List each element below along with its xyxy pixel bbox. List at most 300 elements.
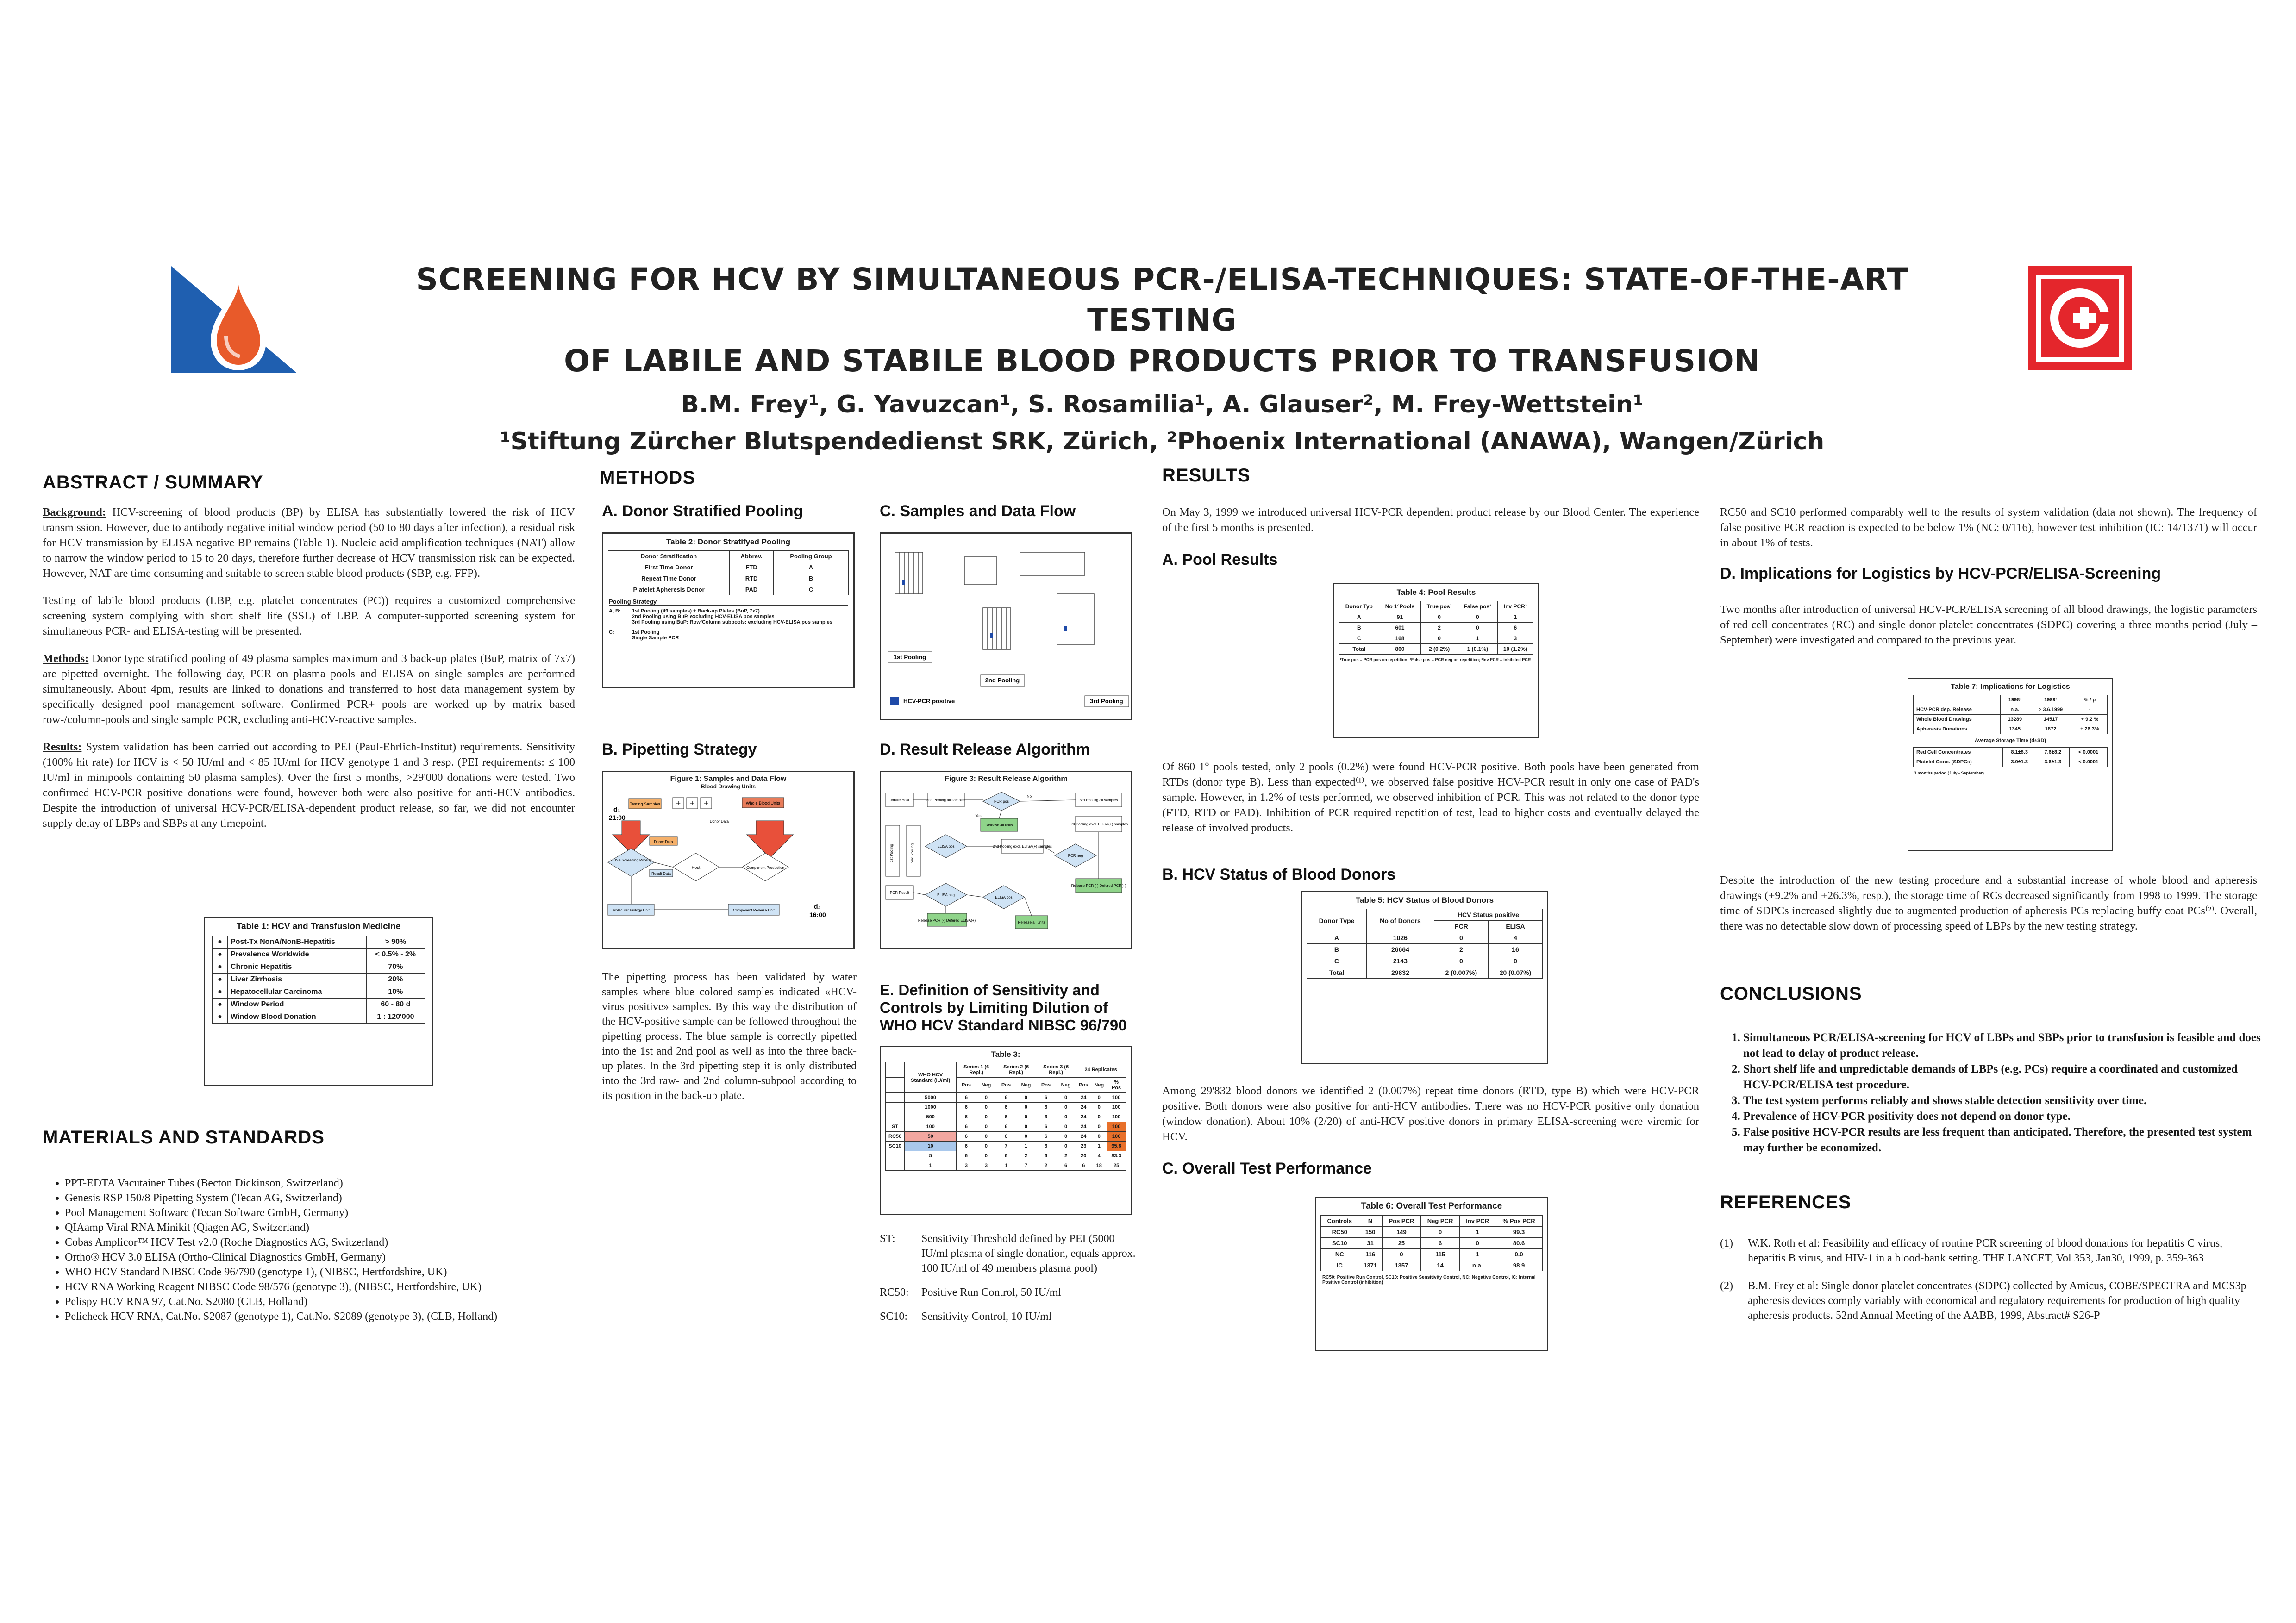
reference-item (1720, 1236, 2257, 1266)
t3-subheader: Pos (996, 1078, 1016, 1093)
results-intro: On May 3, 1999 we introduced universal HCV-PCR dependent product release by our Blood Center. The experience of the first 5 months is presented. (1162, 506, 1699, 534)
t3-cell: 6 (1036, 1122, 1056, 1132)
table-6-title: Table 6: Overall Test Performance (1361, 1201, 1502, 1211)
title-line-2: OF LABILE AND STABILE BLOOD PRODUCTS PRIOR TO TRANSFUSION (563, 343, 1761, 379)
t3-cell: 100 (1107, 1093, 1126, 1103)
t3-cell: 0 (1016, 1112, 1036, 1122)
t6-cell: 149 (1382, 1227, 1420, 1238)
fig3-node-5: ELISA pos (937, 844, 955, 849)
legend-text: Sensitivity Control, 10 IU/ml (921, 1311, 1052, 1323)
table-3-grid (885, 1062, 1126, 1171)
right-d-text: Two months after introduction of universal HCV-PCR/ELISA screening of all blood drawings, the logistic parameters of red cell concentrates (RC) and single donor platelet concentrates (SDPC) covering a three months period (July – September) were investigated and compared to the previous year. (1720, 603, 2257, 646)
table-7-row (1914, 724, 2108, 734)
t6-cell: NC (1321, 1249, 1358, 1260)
methods-c-title: C. Samples and Data Flow (880, 502, 1076, 520)
t3-cell: 0 (1016, 1132, 1036, 1142)
strategy-ab-label: A, B: (609, 608, 621, 614)
t3-cell: 7 (996, 1142, 1016, 1151)
legend-key: ST: (880, 1233, 895, 1245)
pooling-strategy-label: Pooling Strategy (609, 598, 848, 606)
t2-cell: RTD (730, 573, 774, 584)
table-1-row (213, 936, 425, 949)
t3-cell: 500 (905, 1112, 957, 1122)
t5-cell: 2143 (1366, 955, 1434, 967)
t2-cell: Repeat Time Donor (608, 573, 730, 584)
table-5 (1301, 891, 1548, 1064)
fig3-node-9: 2nd Pooling (910, 843, 914, 863)
t3-cell: 24 (1076, 1103, 1091, 1112)
legend-key: SC10: (880, 1311, 908, 1323)
t3-cell: 0 (1056, 1103, 1076, 1112)
table-5-title: Table 5: HCV Status of Blood Donors (1355, 896, 1494, 905)
t7-cell: 13289 (2001, 715, 2029, 724)
reference-number: (1) (1720, 1237, 1733, 1249)
t3-cell: 6 (957, 1132, 976, 1142)
t3-subheader: Neg (1056, 1078, 1076, 1093)
fig1-node-7: Component Production (746, 866, 784, 870)
t3-cell: 6 (1056, 1161, 1076, 1171)
table-4-row (1339, 612, 1533, 623)
t3-cell: 18 (1091, 1161, 1107, 1171)
t4-cell: 0 (1458, 623, 1497, 633)
t4-cell: 2 (0.2%) (1421, 644, 1458, 655)
strategy-ab-list (632, 608, 832, 625)
t5-cell: Total (1307, 967, 1367, 979)
samples-diagram (881, 534, 1131, 719)
t3-cell: 1 (1091, 1142, 1107, 1151)
t4-cell: 0 (1421, 633, 1458, 644)
table-7-title: Table 7: Implications for Logistics (1951, 683, 2070, 691)
t2-cell: C (773, 584, 848, 595)
t3-header: WHO HCV Standard (IU/ml) (905, 1062, 957, 1093)
red-cross-plus-logo-icon (2028, 266, 2132, 370)
table-1-label: Chronic Hepatitis (228, 961, 367, 974)
references-heading: REFERENCES (1720, 1192, 1852, 1212)
fig3-node-15: Release PCR (-) Defered PCR(+) (1071, 884, 1126, 888)
t3-cell: 1 (905, 1161, 957, 1171)
t3-subheader: Pos (957, 1078, 976, 1093)
material-item: • PPT-EDTA Vacutainer Tubes (Becton Dickinson, Switzerland) (65, 1176, 602, 1191)
t4-cell: 1 (1497, 612, 1533, 623)
fig3-no: No (1026, 794, 1032, 799)
table-3-row (886, 1112, 1126, 1122)
t3-cell: 24 (1076, 1093, 1091, 1103)
material-item: • Genesis RSP 150/8 Pipetting System (Tecan AG, Switzerland) (65, 1191, 602, 1205)
t4-cell: Total (1339, 644, 1379, 655)
fig3-node-10: PCR Result (890, 891, 909, 895)
table-6 (1315, 1197, 1548, 1351)
authors: B.M. Frey¹, G. Yavuzcan¹, S. Rosamilia¹, A. Glauser², M. Frey-Wettstein¹ (681, 391, 1644, 418)
t3-cell: 2 (1016, 1151, 1036, 1161)
table-1-value: 10% (366, 986, 425, 999)
t6-header: N (1358, 1216, 1382, 1227)
figure-1-title: Figure 1: Samples and Data Flow (670, 775, 787, 783)
t7-header: 1998³ (2001, 695, 2029, 705)
legend-key: RC50: (880, 1286, 909, 1298)
fig3-node-2: PCR pos (994, 799, 1009, 804)
t3-corner (886, 1062, 905, 1078)
t7-header: % / p (2072, 695, 2107, 705)
fig3-node-1: 2nd Pooling all samples (926, 798, 966, 802)
t7-cell: 1872 (2029, 724, 2072, 734)
table-3-row (886, 1151, 1126, 1161)
t3-cell: 0 (1091, 1122, 1107, 1132)
strategy-c-list (632, 630, 679, 641)
t6-cell: 6 (1421, 1238, 1460, 1249)
t3-cell: 95.8 (1107, 1142, 1126, 1151)
t3-cell: 25 (1107, 1161, 1126, 1171)
table-1-label: Window Period (228, 999, 367, 1011)
t6-cell: SC10 (1321, 1238, 1358, 1249)
fig3-yes: Yes (975, 814, 982, 818)
t3-cell: 100 (1107, 1112, 1126, 1122)
t6-cell: 80.6 (1495, 1238, 1543, 1249)
fig1-node-2: Donor Data (654, 840, 673, 844)
t3-cell: 0 (1091, 1103, 1107, 1112)
table-1-label: Window Blood Donation (228, 1011, 367, 1024)
table-1-row (213, 974, 425, 986)
samples-label-1st: 1st Pooling (893, 654, 926, 661)
t3-cell: 100 (1107, 1132, 1126, 1142)
t6-cell: 0 (1421, 1227, 1460, 1238)
t7-cell: 1345 (2001, 724, 2029, 734)
t3-cell: 0 (1056, 1132, 1076, 1142)
table-4-row (1339, 644, 1533, 655)
conclusion-item: 1. Simultaneous PCR/ELISA-screening for HCV of LBPs and SBPs prior to transfusion is feasible and does not lead to delay of product release. (1743, 1030, 2262, 1061)
table-4-row (1339, 633, 1533, 644)
reference-text: B.M. Frey et al: Single donor platelet concentrates (SDPC) collected by Amicus, COBE/SPECTRA and MCS3p apheresis devices comply variably with economical and regulatory requirements for production of high quality apheresis products. 52nd Annual Meeting of the AABB, 1999, Abstract# S26-P (1748, 1280, 2246, 1322)
t4-cell: 2 (1421, 623, 1458, 633)
reference-number: (2) (1720, 1280, 1733, 1292)
t4-cell: 860 (1379, 644, 1421, 655)
t6-cell: 1357 (1382, 1260, 1420, 1271)
material-item: • Ortho® HCV 3.0 ELISA (Ortho-Clinical Diagnostics GmbH, Germany) (65, 1250, 602, 1265)
table-2-grid (608, 550, 849, 595)
t5-h0: Donor Type (1307, 909, 1367, 932)
fig3-node-14: Release all units (1018, 920, 1045, 924)
table-7-row-2 (1914, 757, 2108, 767)
table-6-row (1321, 1227, 1543, 1238)
t3-cell: 24 (1076, 1112, 1091, 1122)
table-7-subheading: Average Storage Time (d±SD) (1975, 738, 2046, 743)
table-1-label: Hepatocellular Carcinoma (228, 986, 367, 999)
t5-cell: 2 (0.007%) (1434, 967, 1488, 979)
samples-label-3rd: 3rd Pooling (1090, 698, 1123, 705)
t3-cell: 0 (976, 1151, 996, 1161)
t5-h2: HCV Status positive (1434, 909, 1542, 921)
results-text: System validation has been carried out according to PEI (Paul-Ehrlich-Institut) requirements. Sensitivity (100% hit rate) for HCV is < 50 IU/ml and < 85 IU/ml for HCV genotype 1 and 3 resp. (PEI requirements: ≤ 100 IU/ml in minipools containing 50 plasma samples). Over the first 5 months, >29'000 donations were tested. Two confirmed HCV-PCR positive donations were found, however both were also positive for anti-HCV antibodies. Despite the introduction of universal HCV-PCR/ELISA-dependent product release, so far, we did not encounter supply delay of LBPs and SBPs at any timepoint. (43, 741, 575, 830)
t3-cell: 3 (957, 1161, 976, 1171)
t6-cell: RC50 (1321, 1227, 1358, 1238)
results-b-title: B. HCV Status of Blood Donors (1162, 866, 1396, 883)
t6-cell: IC (1321, 1260, 1358, 1271)
t3-cell: 0 (976, 1122, 996, 1132)
t3-cell: 0 (1091, 1112, 1107, 1122)
t6-header: Neg PCR (1421, 1216, 1460, 1227)
table-4 (1333, 583, 1539, 738)
t7-cell: Apheresis Donations (1914, 724, 2001, 734)
bullet-icon: ● (213, 949, 228, 961)
figure-1 (602, 771, 855, 949)
table-3-title: Table 3: (991, 1050, 1020, 1059)
t3-cell: 6 (1036, 1103, 1056, 1112)
table-4-footnote: ¹True pos = PCR pos on repetition; ²False pos = PCR neg on repetition; ³Inv PCR = inhibited PCR (1340, 657, 1531, 662)
table-2-row (608, 562, 849, 573)
table-2-title: Table 2: Donor Stratifyed Pooling (666, 537, 790, 546)
t4-cell: C (1339, 633, 1379, 644)
background-label: Background: (43, 506, 106, 518)
figure-3-diagram (881, 788, 1131, 946)
t2-cell: First Time Donor (608, 562, 730, 573)
t3-cell: 0 (1016, 1093, 1036, 1103)
t5-cell: 4 (1488, 932, 1542, 944)
table-7-grid-2 (1913, 747, 2108, 767)
t5-cell: C (1307, 955, 1367, 967)
conclusion-item: 4. Prevalence of HCV-PCR positivity does not depend on donor type. (1743, 1109, 2262, 1124)
t6-cell: 0 (1460, 1238, 1495, 1249)
t3-cell: 6 (996, 1093, 1016, 1103)
fig1-node-0: Testing Samples (629, 802, 661, 806)
table-7-footnote: 3 months period (July - September) (1914, 771, 1984, 775)
t3-cell: 0 (1056, 1142, 1076, 1151)
t4-cell: 91 (1379, 612, 1421, 623)
t7-cell: HCV-PCR dep. Release (1914, 705, 2001, 715)
table-2 (602, 532, 855, 688)
fig3-node-6: 2nd Pooling excl. ELISA(+) samples (993, 844, 1052, 849)
fig3-node-3: 3rd Pooling all samples (1079, 798, 1118, 802)
material-item: • Pool Management Software (Tecan Software GmbH, Germany) (65, 1205, 602, 1220)
methods-a-title: A. Donor Stratified Pooling (602, 502, 803, 520)
legend-item (880, 1309, 1139, 1324)
t3-cell: 0 (976, 1103, 996, 1112)
t3-cell: 6 (1036, 1151, 1056, 1161)
t7-header: 1999³ (2029, 695, 2072, 705)
methods-text: Donor type stratified pooling of 49 plasma samples maximum and 3 back-up plates (BuP, matrix of 7x7) are pipetted overnight. The following day, PCR on plasma pools and ELISA on single samples are performed simultaneously. About 4pm, results are linked to donations and transferred to host data management system by specifically designed pool management software. Confirmed PCR+ pools are worked up by matrix based row-/column-pools and single sample PCR, excluding anti-HCV-reactive samples. (43, 652, 575, 726)
table-1-value: 20% (366, 974, 425, 986)
methods-d-title: D. Result Release Algorithm (880, 741, 1090, 758)
table-2-row (608, 573, 849, 584)
figure-1-subtitle: Blood Drawing Units (701, 783, 756, 790)
svg-text:+: + (676, 799, 681, 808)
t7-cell: Whole Blood Drawings (1914, 715, 2001, 724)
left-logo (171, 266, 296, 373)
table-1-row (213, 999, 425, 1011)
t3-cell: RC50 (886, 1132, 905, 1142)
blood-drop-logo-icon (171, 266, 296, 373)
samples-label-2nd: 2nd Pooling (985, 677, 1020, 684)
conclusion-item: 5. False positive HCV-PCR results are less frequent than anticipated. Therefore, the presented test system may further be economized. (1743, 1124, 2262, 1156)
t4-header: Donor Typ (1339, 601, 1379, 612)
t3-cell: 2 (1056, 1151, 1076, 1161)
t4-header: Inv PCR³ (1497, 601, 1533, 612)
legend-item (880, 1231, 1139, 1276)
t6-cell: n.a. (1460, 1260, 1495, 1271)
t4-header: True pos¹ (1421, 601, 1458, 612)
table-6-footnote: RC50: Positive Run Control, SC10: Positive Sensitivity Control, NC: Negative Control, IC: Internal Positive Control (inhibition) (1322, 1275, 1536, 1285)
labile-text: Testing of labile blood products (LBP, e.g. platelet concentrates (PC)) requires a customized comprehensive screening system complying with short shelf life (SSL) of LBP. A computer-supported screening system for simultaneous PCR- and ELISA-testing will be presented. (43, 594, 575, 637)
table-1-label: Liver Zirrhosis (228, 974, 367, 986)
fig3-node-8: 1st Pooling (889, 844, 894, 862)
bullet-icon: ● (213, 986, 228, 999)
t3-cell: 6 (996, 1151, 1016, 1161)
fig1-node-6: Host (691, 865, 701, 870)
logistics-text: Despite the introduction of the new testing procedure and a substantial increase of whole blood and apheresis drawings (+9.2% and +26.3%, resp.), the storage time of RCs decreased significantly from 1998 to 1999. The storage time of SDPCs increased slightly due to augmented production of apheresis PCs replacing buffy coat PCs⁽²⁾. Overall, there was no detectable slow down of processing speed of LBPs by the new testing strategy. (1720, 874, 2257, 932)
table-6-grid (1320, 1215, 1543, 1271)
fig3-node-4: Release all units (985, 823, 1013, 827)
t3-cell: 50 (905, 1132, 957, 1142)
fig1-d1: d₁ (613, 805, 620, 813)
table-6-row (1321, 1249, 1543, 1260)
t4-cell: 6 (1497, 623, 1533, 633)
bullet-icon: ● (213, 974, 228, 986)
t3-cell: 6 (957, 1151, 976, 1161)
t3-cell: 0 (1056, 1122, 1076, 1132)
t4-cell: A (1339, 612, 1379, 623)
t6-cell: 1 (1460, 1249, 1495, 1260)
t5-cell: 26664 (1366, 944, 1434, 955)
table-1-row (213, 961, 425, 974)
t3-cell: 0 (1056, 1093, 1076, 1103)
figure-3 (880, 771, 1132, 949)
t3-cell: 0 (976, 1132, 996, 1142)
rc50-text: RC50 and SC10 performed comparably well to the results of system validation (data not shown). The frequency of false positive PCR reaction is expected to be below 1% (NC: 0/116), however test inhibition (IC: 14/1371) will occur in about 1% of tests. (1720, 506, 2257, 549)
table-5-row (1307, 944, 1543, 955)
t4-cell: 1 (0.1%) (1458, 644, 1497, 655)
t3-cell: 3 (976, 1161, 996, 1171)
t7-cell: n.a. (2001, 705, 2029, 715)
t6-header: Inv PCR (1460, 1216, 1495, 1227)
t3-cell: 1000 (905, 1103, 957, 1112)
t7-cell-2: Platelet Conc. (SDPCs) (1914, 757, 2003, 767)
t3-subheader: Pos (1036, 1078, 1056, 1093)
t7-cell: > 3.6.1999 (2029, 705, 2072, 715)
t5-cell: 1026 (1366, 932, 1434, 944)
table-1 (204, 917, 433, 1086)
material-item: • HCV RNA Working Reagent NIBSC Code 98/576 (genotype 3), (NIBSC, Hertfordshire, UK) (65, 1280, 602, 1294)
t4-cell: 168 (1379, 633, 1421, 644)
table-7-row (1914, 705, 2108, 715)
t3-subheader: Neg (1091, 1078, 1107, 1093)
t5-cell: 16 (1488, 944, 1542, 955)
fig3-node-7: 3rd Pooling excl. ELISA(+) samples (1069, 822, 1128, 826)
table-6-row (1321, 1260, 1543, 1271)
t3-cell: 7 (1016, 1161, 1036, 1171)
t3-cell: 6 (957, 1122, 976, 1132)
t6-cell: 0.0 (1495, 1249, 1543, 1260)
t3-cell (886, 1103, 905, 1112)
strategy-c-item: Single Sample PCR (632, 635, 679, 641)
t3-cell: 4 (1091, 1151, 1107, 1161)
table-5-grid (1307, 909, 1543, 979)
table-1-row (213, 949, 425, 961)
t5-cell: 0 (1434, 932, 1488, 944)
results-heading: RESULTS (1162, 465, 1251, 486)
table-4-row (1339, 623, 1533, 633)
results-c-title: C. Overall Test Performance (1162, 1160, 1372, 1177)
t3-cell: 5000 (905, 1093, 957, 1103)
table-3-row (886, 1093, 1126, 1103)
t2-header: Donor Stratification (608, 551, 730, 562)
table-7 (1908, 678, 2113, 851)
reference-text: W.K. Roth et al: Feasibility and efficacy of routine PCR screening of blood donations for hepatitis C virus, hepatitis B virus, and HIV-1 in a blood-bank setting. THE LANCET, Vol 353, Jan30, 1999, p. 359-363 (1748, 1237, 2223, 1264)
t4-cell: 0 (1421, 612, 1458, 623)
t5-cell: 20 (0.07%) (1488, 967, 1542, 979)
results-a-title: A. Pool Results (1162, 551, 1278, 568)
samples-legend: HCV-PCR positive (903, 698, 955, 705)
fig3-node-13: Release PCR (-) Defered ELISA(+) (918, 918, 976, 923)
t6-cell: 0 (1382, 1249, 1420, 1260)
fig1-node-9: Component Release Unit (733, 908, 775, 912)
legend-text: Positive Run Control, 50 IU/ml (921, 1286, 1062, 1298)
references-list (1720, 1236, 2257, 1336)
table-3-legend (880, 1231, 1139, 1333)
fig1-d2-time: 16:00 (809, 911, 826, 918)
t3-cell: 6 (996, 1112, 1016, 1122)
svg-text:+: + (703, 799, 709, 808)
results-label: Results: (43, 741, 82, 753)
t3-cell: 23 (1076, 1142, 1091, 1151)
table-3-row (886, 1103, 1126, 1112)
legend-item (880, 1285, 1139, 1300)
table-6-row (1321, 1238, 1543, 1249)
figure-1-diagram (603, 793, 853, 946)
t3-cell (886, 1161, 905, 1171)
results-a-text: Of 860 1° pools tested, only 2 pools (0.2%) were found HCV-PCR positive. Both pools have been generated from RTDs (donor type B). Less than expected⁽¹⁾, we observed false positive HCV-PCR result in only one case of PAD's sample. However, in 1.2% of tests performed, we observed inhibition of PCR. This was not related to the donor type (FTD, RTD or PAD). Inhibition of PCR required repetition of test, lead to higher costs and eventually delayed the release of involved products. (1162, 761, 1699, 834)
t3-header: Series 1 (6 Repl.) (957, 1062, 996, 1078)
t3-cell: 6 (1036, 1112, 1056, 1122)
abstract-body (43, 505, 575, 843)
background-text: HCV-screening of blood products (BP) by ELISA has substantially lowered the risk of HCV transmission. However, due to antibody negative initial window period (50 to 80 days after infection), a residual risk for HCV transmission by ELISA negative BP remains (Table 1). Nucleic acid amplification techniques (NAT) allow to narrow the window period to 15 to 20 days, therefore further decrease of HCV transmission risk can be expected. However, NAT are time consuming and suitable to screen stable blood products (SBP, e.g. FFP). (43, 506, 575, 580)
t5-cell: 0 (1434, 955, 1488, 967)
pipetting-text: The pipetting process has been validated by water samples where blue colored samples indicated «HCV-virus positive» samples. By this way the distribution of the HCV-positive sample can be followed throughout the pipetting process. The blue sample is correctly pipetted into the 1st and 2nd pool as well as into the three back-up plates. In the 3rd pipetting step it is only distributed into the 3rd raw- and 2nd column-subpool according to its position in the back-up plate. (602, 971, 857, 1102)
conclusions-heading: CONCLUSIONS (1720, 984, 1862, 1004)
table-1-title: Table 1: HCV and Transfusion Medicine (236, 922, 401, 931)
fig1-node-4: ELISA Screening Pooling (610, 858, 652, 862)
t6-header: Pos PCR (1382, 1216, 1420, 1227)
svg-text:+: + (689, 799, 695, 808)
material-item: • Pelispy HCV RNA 97, Cat.No. S2080 (CLB, Holland) (65, 1294, 602, 1309)
table-5-row (1307, 955, 1543, 967)
t6-cell: 98.9 (1495, 1260, 1543, 1271)
samples-figure (880, 532, 1132, 720)
bullet-icon: ● (213, 961, 228, 974)
t3-cell: 0 (976, 1142, 996, 1151)
table-5-row (1307, 932, 1543, 944)
t6-header: % Pos PCR (1495, 1216, 1543, 1227)
fig1-node-8: Molecular Biology Unit (613, 908, 650, 912)
table-1-value: 60 - 80 d (366, 999, 425, 1011)
table-5-row (1307, 967, 1543, 979)
t3-cell: 2 (1036, 1161, 1056, 1171)
t3-cell: 0 (976, 1093, 996, 1103)
bullet-icon: ● (213, 999, 228, 1011)
t5-cell: B (1307, 944, 1367, 955)
fig1-node-1: Whole Blood Units (745, 801, 781, 805)
t3-cell: SC10 (886, 1142, 905, 1151)
t3-cell: 6 (996, 1103, 1016, 1112)
t3-subheader: Neg (976, 1078, 996, 1093)
affiliations: ¹Stiftung Zürcher Blutspendedienst SRK, Zürich, ²Phoenix International (ANAWA), Wangen/Zürich (500, 428, 1825, 456)
t3-cell: 0 (1091, 1093, 1107, 1103)
t3-cell: 83.3 (1107, 1151, 1126, 1161)
table-1-value: 70% (366, 961, 425, 974)
t7-cell: 14517 (2029, 715, 2072, 724)
t6-cell: 1 (1460, 1227, 1495, 1238)
strategy-ab-item: 1st Pooling (49 samples) + Back-up Plates (BuP, 7x7) (632, 608, 760, 614)
t3-cell: ST (886, 1122, 905, 1132)
material-item: • Cobas Amplicor™ HCV Test v2.0 (Roche Diagnostics AG, Switzerland) (65, 1235, 602, 1250)
table-1-row (213, 1011, 425, 1024)
